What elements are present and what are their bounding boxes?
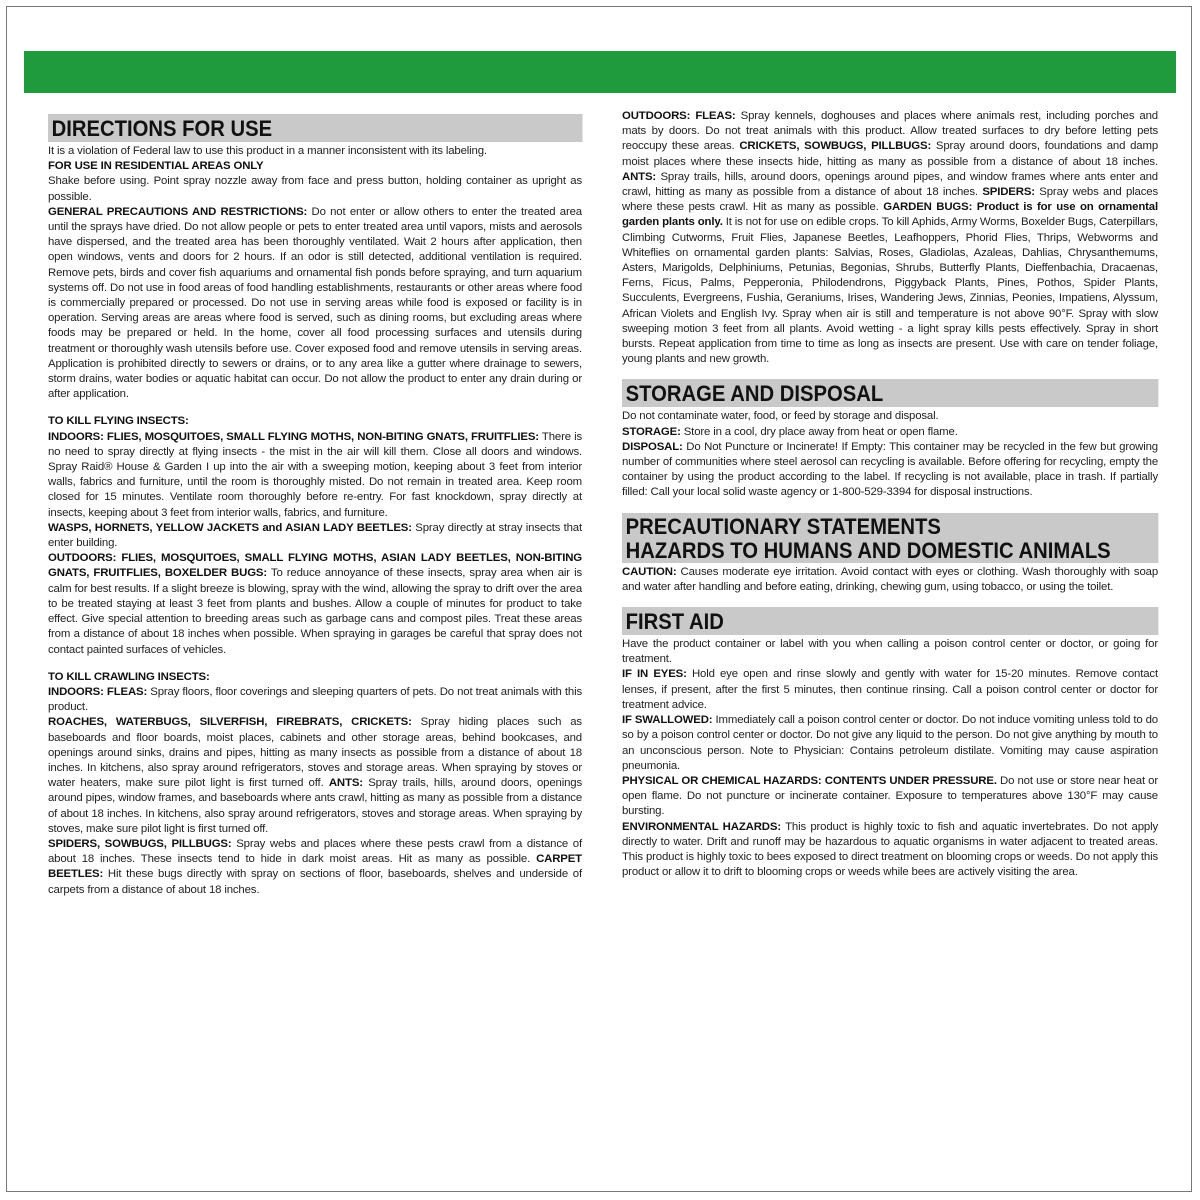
eyes-label: IF IN EYES: [622,668,687,681]
outdoors-flies-label: OUTDOORS: FLIES, MOSQUITOES, SMALL FLYING MOTHS, ASIAN LADY BEETLES, NON-BITING GNATS, FRUITFLIES, BOXELDER BUGS: [48,552,582,580]
storage-heading: STORAGE AND DISPOSAL [622,379,1158,407]
right-ants-text: Spray trails, hills, around doors, openings around pipes, and window frames where ants enter and crawl, hitting as many as possible from a distance of about 18 inches. [622,170,1158,199]
storage-paragraph [622,425,1158,440]
storage-text: Store in a cool, dry place away from heat or open flame. [680,425,958,438]
disposal-text: Do Not Puncture or Incinerate! If Empty: This container may be recycled in the few but growing number of communities where steel aerosol can recycling is available. Before offering for recycling, empty the container by using the product according to the label. If recycling is not available, place in trash. If partially filled: Call your local solid waste agency or 1-800-529-3394 for disposal instructions. [622,440,1158,499]
right-spiders-label: SPIDERS: [982,186,1035,199]
caution-label: CAUTION: [622,565,677,578]
outdoors-flies-paragraph [48,551,582,657]
garden-bugs-text: It is not for use on edible crops. To kill Aphids, Army Worms, Boxelder Bugs, Caterpillars, Climbing Cutworms, Fruit Flies, Japanese Beetles, Leafhoppers, Phorid Flies, Thrips, Webworms and Whiteflies on ornamental garden plants: Salvias, Roses, Gladiolas, Azaleas, Dahlias, Chrysanthemums, Asters, Marigolds, Delphiniums, Petunias, Begonias, Shrubs, Butterfly Plants, Dieffenbachia, Dracaenas, Ferns, Ficus, Palms, Pepperonia, Philodendrons, Piggyback Plants, Pines, Pothos, Spider Plants, Succulents, Evergreens, Fushia, Geraniums, Irises, Wandering Jews, Zinnias, Peonies, Impatiens, Alyssum, African Violets and English Ivy. Spray when air is still and temperature is not above 90°F. Spray with slow sweeping motion 3 feet from all plants. Avoid wetting - a light spray kills pests effectively. Spray in short bursts. Repeat application from time to time as long as insects are present. Use with care on tender foliage, young plants and new growth. [622,216,1159,366]
environmental-hazards-text: This product is highly toxic to fish and aquatic invertebrates. Do not apply directly to water. Drift and runoff may be hazardous to aquatic organisms in water adjacent to treated areas. This product is highly toxic to bees exposed to direct treatment on blooming crops or weeds. Do not apply this product or allow it to drift to blooming crops or weeds while bees are actively visiting the area. [622,820,1158,879]
roaches-label: ROACHES, WATERBUGS, SILVERFISH, FIREBRATS, CRICKETS: [48,716,412,729]
precautionary-heading [622,513,1158,563]
disposal-label: DISPOSAL: [622,440,683,453]
indoors-fleas-text: Spray floors, floor coverings and sleeping quarters of pets. Do not treat animals with this product. [48,685,582,714]
precautionary-heading-line-1: PRECAUTIONARY STATEMENTS [625,513,941,539]
right-spiders-text: Spray webs and places where these pests crawl. Hit as many as possible. [622,186,1158,214]
physical-hazards-paragraph [622,774,1158,820]
general-precautions-text: Do not enter or allow others to enter the treated area until the sprays have dried. Do not allow people or pets to enter treated area until vapors, mists and aerosols have dispersed, and the treated area has been thoroughly ventilated. Wait 2 hours after application, then open windows, vents and doors for 2 hours. If an odor is still detected, additional ventilation is required. Remove pets, birds and cover fish aquariums and ornamental fish ponds before spraying, and turn aquarium systems off. Do not use in food areas of food handling establishments, restaurants or other areas where food is commercially prepared or processed. Do not use in serving areas while food is exposed or facility is in operation. Serving areas are areas where food is served, such as dining rooms, but excluding areas where foods may be prepared or held. In the home, cover all food processing surfaces and utensils during treatment or thoroughly wash utensils before use. Cover exposed food and remove utensils in serving areas. Application is prohibited directly to sewers or drains, or to any area like a gutter where drainage to sewers, storm drains, water bodies or aquatic habitat can occur. Do not allow the product to enter any drain during or after application. [48,205,582,401]
disposal-paragraph [622,440,1158,501]
environmental-hazards-label: ENVIRONMENTAL HAZARDS: [622,820,781,833]
residential-label: FOR USE IN RESIDENTIAL AREAS ONLY [48,160,264,173]
roaches-text: Spray hiding places such as baseboards and floor boards, moist places, cabinets and other storage areas, behind bookcases, and openings around sinks, drains and pipes, hitting as many insects as possible from a distance of about 18 inches. In kitchens, also spray around refrigerators, stoves and storage areas. When spraying by stoves or water heaters, make sure pilot light is first turned off. [48,716,582,790]
indoors-flies-label: INDOORS: FLIES, MOSQUITOES, SMALL FLYING MOTHS, NON-BITING GNATS, FRUITFLIES: [48,430,539,443]
shake-text: Shake before using. Point spray nozzle away from face and press button, holding container as upright as possible. [48,175,582,203]
crickets-label: CRICKETS, SOWBUGS, PILLBUGS: [739,140,932,153]
left-column [48,114,582,898]
right-ants-label: ANTS: [622,170,657,183]
carpet-beetles-text: Hit these bugs directly with spray on sections of floor, baseboards, shelves and underside of carpets from a distance of about 18 inches. [48,868,582,896]
storage-label: STORAGE: [622,425,681,438]
eyes-paragraph [622,667,1158,713]
crawling-insects-label: TO KILL CRAWLING INSECTS: [48,670,210,683]
crickets-text: Spray around doors, foundations and damp moist places where these insects hide, hitting as many as possible from a distance of about 18 inches. [622,140,1159,168]
physical-hazards-text: Do not use or store near heat or open flame. Do not puncture or incinerate container. Exposure to temperatures above 130°F may cause bursting. [622,774,1158,818]
indoors-fleas-label: INDOORS: FLEAS: [48,685,148,698]
general-precautions-paragraph [48,205,582,403]
indoors-flies-text: There is no need to spray directly at flying insects - the mist in the air will kill them. Close all doors and windows. Spray Raid® House & Garden I up into the air with a sweeping motion, keeping about 3 feet from interior walls, fabrics and furniture, until the room is thoroughly misted. Do not remain in treated area. Keep room closed for 15 minutes. Ventilate room thoroughly before re-entry. For fast knockdown, spray directly at insects, keeping about 3 feet from interior walls, fabrics, and furniture. [48,430,582,519]
indoors-fleas-paragraph [48,685,582,715]
general-precautions-label: GENERAL PRECAUTIONS AND RESTRICTIONS: [48,205,308,218]
flying-insects-label: TO KILL FLYING INSECTS: [48,415,189,428]
physical-hazards-label: PHYSICAL OR CHEMICAL HAZARDS: CONTENTS UNDER PRESSURE. [622,774,997,787]
swallowed-paragraph [622,713,1158,774]
wasps-text: Spray directly at stray insects that enter building. [48,521,582,550]
outdoors-paragraph [622,109,1158,367]
indoors-flies-paragraph [48,430,582,521]
swallowed-label: IF SWALLOWED: [622,714,713,727]
outdoors-fleas-label: OUTDOORS: FLEAS: [622,110,736,122]
outdoors-fleas-text: Spray kennels, doghouses and places where animals rest, including porches and mats by doors. Do not treat animals with this product. Allow treated surfaces to dry before letting pets reoccupy these areas. [622,110,1158,153]
spiders-text: Spray webs and places where these pests crawl from a distance of about 18 inches. These insects tend to hide in dark moist areas. Hit as many as possible. [48,837,582,866]
caution-paragraph [622,565,1158,595]
caution-text: Causes moderate eye irritation. Avoid contact with eyes or clothing. Wash thoroughly with soap and water after handling and before eating, drinking, chewing gum, using tobacco, or using the toilet. [622,565,1158,593]
wasps-paragraph [48,521,582,551]
directions-heading: DIRECTIONS FOR USE [48,114,582,142]
ants-label: ANTS: [328,777,363,790]
green-header-bar [24,51,1176,93]
garden-bugs-label: GARDEN BUGS: Product is for use on ornamental garden plants only. [622,201,1158,229]
roaches-paragraph [48,715,582,837]
storage-intro: Do not contaminate water, food, or feed by storage and disposal. [622,410,939,423]
carpet-beetles-label: CARPET BEETLES: [48,853,582,881]
first-aid-heading: FIRST AID [622,607,1158,635]
ants-text: Spray trails, hills, around doors, openings around pipes, window frames, and baseboards where ants crawl, hitting as many as possible from a distance of about 18 inches. In kitchens, also spray around refrigerators, stoves and storage areas. When spraying by stoves, make sure pilot light is first turned off. [48,777,582,835]
precautionary-heading-line-2: HAZARDS TO HUMANS AND DOMESTIC ANIMALS [625,537,1111,563]
right-column [622,109,1158,880]
first-aid-intro: Have the product container or label with you when calling a poison control center or doctor, or going for treatment. [622,638,1158,666]
eyes-text: Hold eye open and rinse slowly and gently with water for 15-20 minutes. Remove contact lenses, if present, after the first 5 minutes, then continue rinsing. Call a poison control center or doctor for treatment advice. [622,668,1158,711]
spiders-label: SPIDERS, SOWBUGS, PILLBUGS: [48,837,232,850]
outdoors-flies-text: To reduce annoyance of these insects, spray area when air is calm for best results. If a slight breeze is blowing, spray with the wind, allowing the spray to drift over the area to be treated staying at least 3 feet from plants and bushes. Allow a couple of minutes for product to take effect. Give special attention to breeding areas such as garbage cans and compost piles. Treat these areas from a distance of about 18 inches when possible. When spraying in garages be careful that spray does not contact painted surfaces of vehicles. [48,567,582,656]
swallowed-text: Immediately call a poison control center or doctor. Do not induce vomiting unless told to do so by a poison control center or doctor. Do not give any liquid to the person. Do not give anything by mouth to an unconscious person. Note to Physician: Contains petroleum distilate. Vomiting may cause aspiration pneumonia. [622,714,1158,772]
wasps-label: WASPS, HORNETS, YELLOW JACKETS and ASIAN LADY BEETLES: [48,521,412,534]
spiders-paragraph [48,837,582,898]
federal-law-text: It is a violation of Federal law to use this product in a manner inconsistent with its labeling. [48,145,487,157]
environmental-hazards-paragraph [622,820,1158,881]
